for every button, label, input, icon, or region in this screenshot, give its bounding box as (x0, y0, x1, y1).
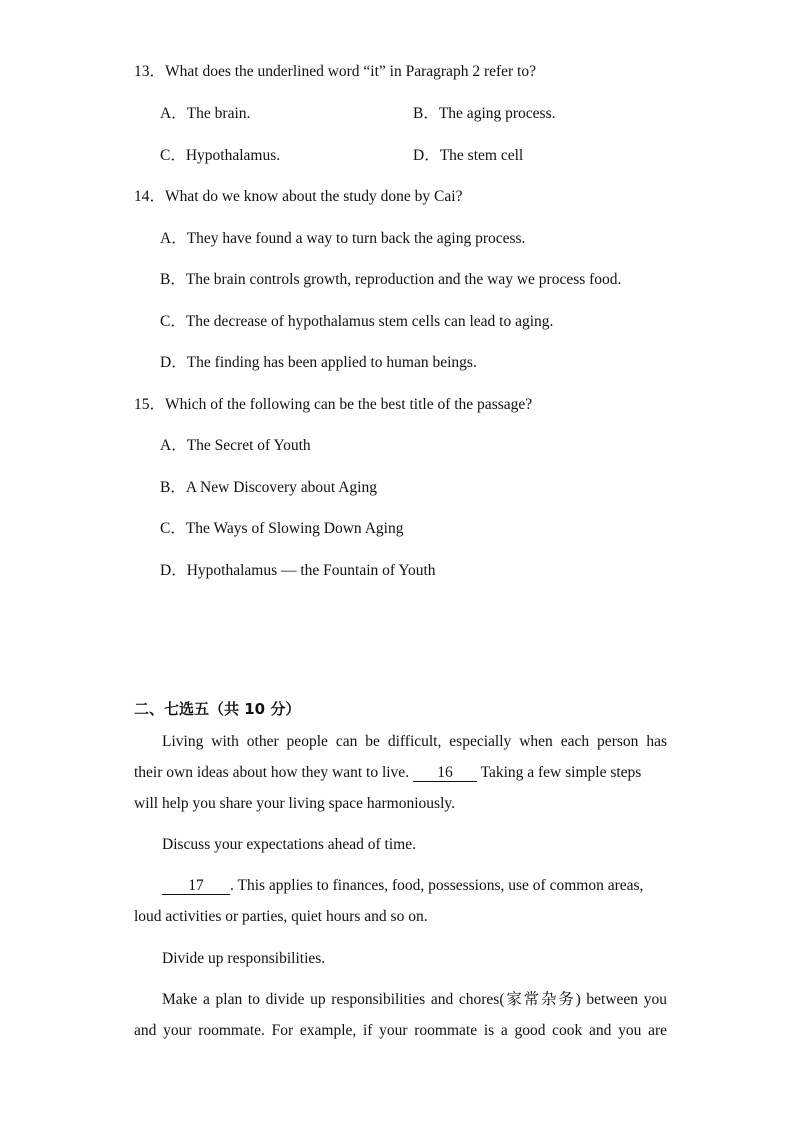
question-13-stem: 13．What does the underlined word “it” in Paragraph 2 refer to? (134, 63, 536, 80)
paragraph-1-line-1 (162, 732, 667, 752)
question-15-option-a: A．The Secret of Youth (160, 437, 311, 454)
subheading-discuss: Discuss your expectations ahead of time. (162, 836, 416, 853)
paragraph-1-line-3: will help you share your living space harmoniously. (134, 795, 455, 812)
paragraph-3-line-2 (134, 1021, 667, 1041)
question-14-option-b: B．The brain controls growth, reproduction and the way we process food. (160, 271, 622, 288)
paragraph-1-line-1-text: Living with other people can be difficult, especially when each person has (162, 733, 667, 750)
question-15-option-c: C．The Ways of Slowing Down Aging (160, 520, 404, 537)
question-14-stem: 14．What do we know about the study done by Cai? (134, 188, 463, 205)
question-14-option-d: D．The finding has been applied to human beings. (160, 354, 477, 371)
section-heading: 二、七选五（共 10 分） (134, 700, 301, 718)
subheading-divide: Divide up responsibilities. (162, 950, 326, 967)
paragraph-1-line-2 (134, 763, 667, 783)
paragraph-2-line-2: loud activities or parties, quiet hours and so on. (134, 908, 428, 925)
question-13-option-c: C．Hypothalamus. (160, 147, 281, 164)
question-15-option-d: D．Hypothalamus — the Fountain of Youth (160, 562, 436, 579)
question-14-option-a: A．They have found a way to turn back the aging process. (160, 230, 526, 247)
paragraph-3-line-1 (162, 990, 667, 1010)
question-13-option-b: B．The aging process. (413, 105, 556, 122)
paragraph-3-line-2-text: and your roommate. For example, if your roommate is a good cook and you are (134, 1022, 667, 1039)
paragraph-3-line-1-text: Make a plan to divide up responsibilities and chores(家常杂务) between you (162, 991, 667, 1008)
question-13-option-d: D．The stem cell (413, 147, 524, 164)
paragraph-2-line-1-after: . This applies to finances, food, possessions, use of common areas, (230, 877, 644, 894)
blank-16: 16 (413, 765, 477, 782)
question-13-option-a: A．The brain. (160, 105, 251, 122)
paragraph-1-line-2-after: Taking a few simple steps (480, 764, 642, 781)
paragraph-2-line-1 (162, 876, 643, 896)
blank-17: 17 (162, 878, 230, 895)
paragraph-1-line-2-before: their own ideas about how they want to live. (134, 764, 410, 781)
question-14-option-c: C．The decrease of hypothalamus stem cells can lead to aging. (160, 313, 554, 330)
question-15-stem: 15．Which of the following can be the best title of the passage? (134, 396, 533, 413)
question-15-option-b: B．A New Discovery about Aging (160, 479, 377, 496)
